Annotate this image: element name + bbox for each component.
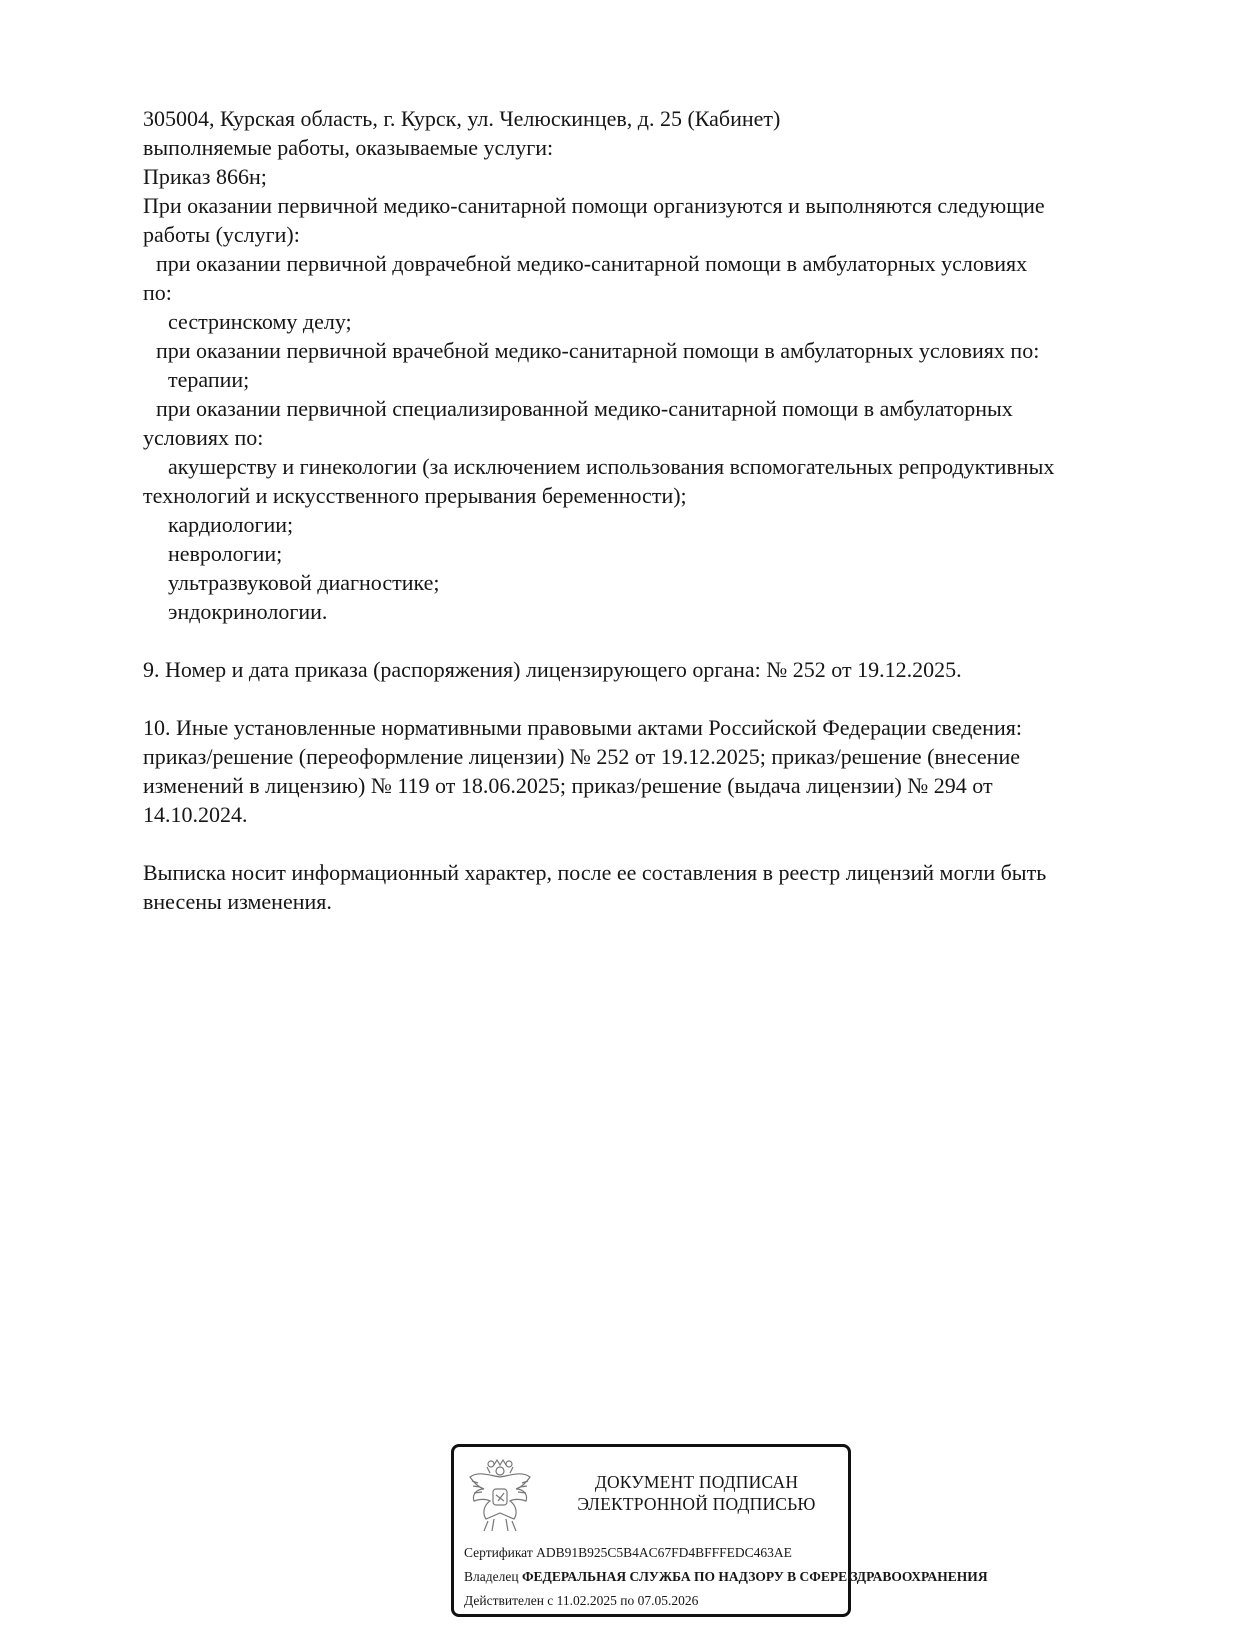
- stamp-certificate-row: [464, 1544, 792, 1562]
- document-line: 14.10.2024.: [143, 802, 248, 827]
- document-line: при оказании первичной специализированной медико-санитарной помощи в амбулаторных: [156, 396, 1013, 421]
- document-line: приказ/решение (переоформление лицензии) № 252 от 19.12.2025; приказ/решение (внесение: [143, 744, 1020, 769]
- paragraph-gap: [143, 829, 1163, 858]
- document-line: кардиологии;: [168, 512, 294, 537]
- document-line: по:: [143, 280, 172, 305]
- coat-of-arms-icon: [464, 1455, 536, 1537]
- document-line: условиях по:: [143, 425, 264, 450]
- document-line: 10. Иные установленные нормативными правовыми актами Российской Федерации сведения:: [143, 715, 1022, 740]
- document-line: при оказании первичной врачебной медико-санитарной помощи в амбулаторных условиях по:: [156, 338, 1040, 363]
- document-line: выполняемые работы, оказываемые услуги:: [143, 135, 554, 160]
- document-line: акушерству и гинекологии (за исключением использования вспомогательных репродуктивных: [168, 454, 1055, 479]
- owner-label: Владелец: [464, 1569, 519, 1584]
- certificate-value: ADB91B925C5B4AC67FD4BFFFEDC463AE: [536, 1545, 792, 1560]
- document-line: Выписка носит информационный характер, после ее составления в реестр лицензий могли быть: [143, 860, 1047, 885]
- document-line: При оказании первичной медико-санитарной помощи организуются и выполняются следующие: [143, 193, 1045, 218]
- document-line: 305004, Курская область, г. Курск, ул. Челюскинцев, д. 25 (Кабинет): [143, 106, 781, 131]
- electronic-signature-stamp: [451, 1444, 988, 1617]
- document-line: сестринскому делу;: [168, 309, 352, 334]
- stamp-owner-row: [464, 1568, 988, 1586]
- document-body: [143, 104, 1163, 916]
- document-line: 9. Номер и дата приказа (распоряжения) лицензирующего органа: № 252 от 19.12.2025.: [143, 657, 962, 682]
- stamp-title-line2: ЭЛЕКТРОННОЙ ПОДПИСЬЮ: [577, 1494, 816, 1514]
- stamp-title-line1: ДОКУМЕНТ ПОДПИСАН: [594, 1472, 799, 1492]
- document-line: эндокринологии.: [168, 599, 328, 624]
- paragraph-gap: [143, 684, 1163, 713]
- document-line: неврологии;: [168, 541, 283, 566]
- document-line: при оказании первичной доврачебной медико-санитарной помощи в амбулаторных условиях: [156, 251, 1028, 276]
- certificate-label: Сертификат: [464, 1545, 533, 1560]
- document-line: работы (услуги):: [143, 222, 300, 247]
- document-line: ультразвуковой диагностике;: [168, 570, 440, 595]
- owner-value: ФЕДЕРАЛЬНАЯ СЛУЖБА ПО НАДЗОРУ В СФЕРЕ ЗДРАВООХРАНЕНИЯ: [521, 1569, 988, 1584]
- document-line: терапии;: [168, 367, 250, 392]
- document-line: технологий и искусственного прерывания беременности);: [143, 483, 687, 508]
- document-line: внесены изменения.: [143, 889, 332, 914]
- paragraph-gap: [143, 626, 1163, 655]
- document-line: Приказ 866н;: [143, 164, 267, 189]
- document-line: изменений в лицензию) № 119 от 18.06.2025; приказ/решение (выдача лицензии) № 294 от: [143, 773, 993, 798]
- stamp-validity: Действителен с 11.02.2025 по 07.05.2026: [464, 1593, 699, 1608]
